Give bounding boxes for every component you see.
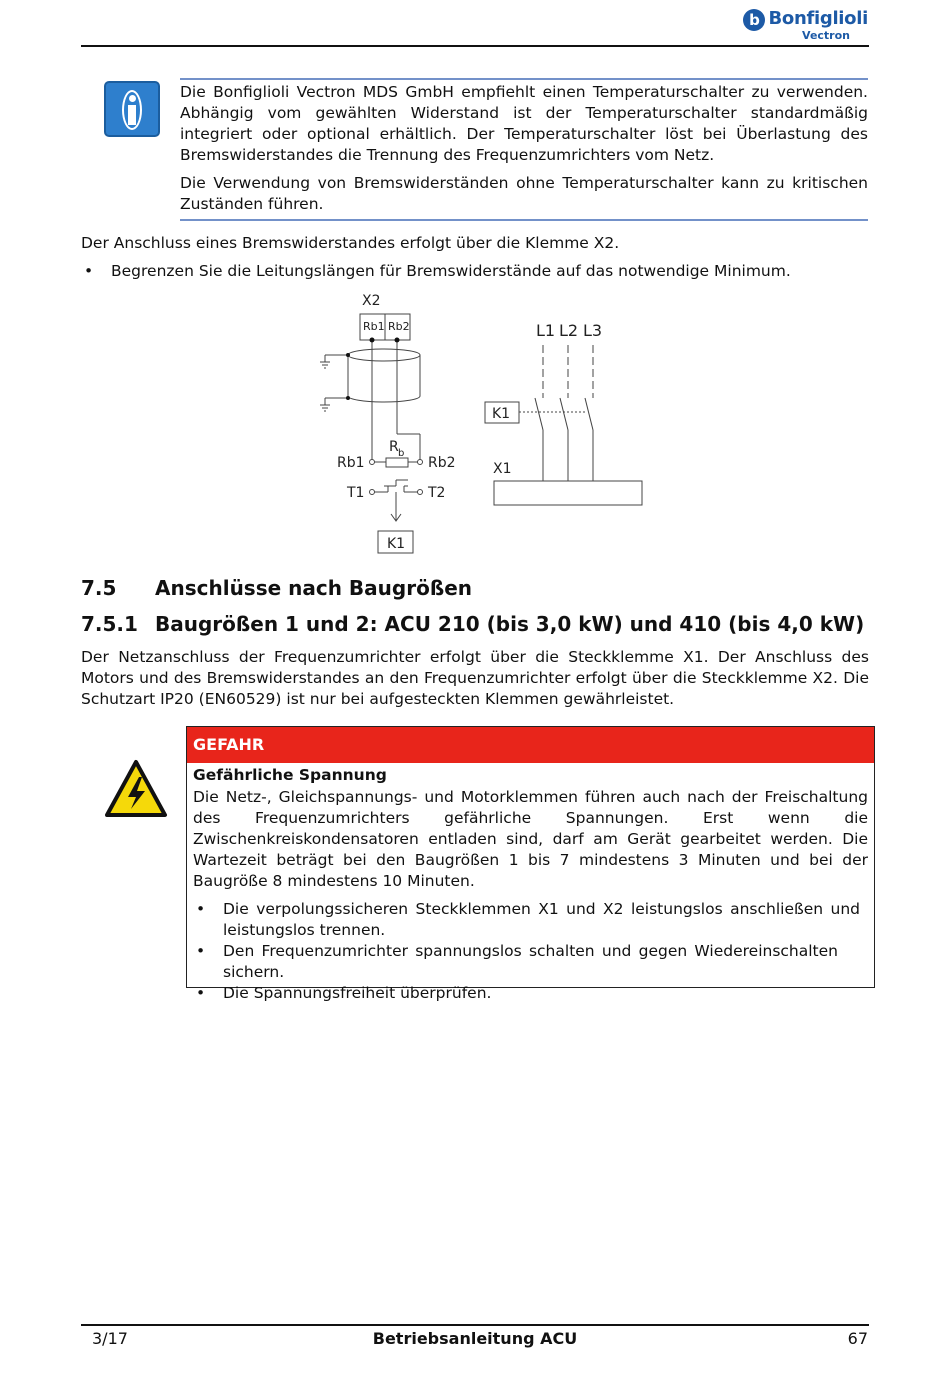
bullet-line-length: • Begrenzen Sie die Leitungslängen für Bremswiderstände auf das notwendige Minimum. <box>81 261 869 282</box>
footer-left: 3/17 <box>92 1329 128 1348</box>
danger-bullet-3: • Die Spannungsfreiheit überprüfen. <box>193 983 868 1004</box>
subsection-heading <box>81 612 869 638</box>
footer-title: Betriebsanleitung ACU <box>372 1329 578 1348</box>
label-rb-subscript: b <box>398 448 405 459</box>
label-t2: T2 <box>428 485 446 501</box>
info-rule-bottom <box>180 219 868 221</box>
label-rb2: Rb2 <box>428 455 456 471</box>
danger-title: Gefährliche Spannung <box>193 766 387 784</box>
intro-paragraph: Der Netzanschluss der Frequenzumrichter erfolgt über die Steckklemme X1. Der Anschluss des Motors und des Bremswiderstandes an den Frequenzumrichter erfolgt über die Steckklemme X2. Die Schutzart IP20 (EN60529) ist nur bei aufgesteckten Klemmen gewährleistet. <box>81 648 869 708</box>
info-paragraph-2: Die Verwendung von Bremswiderständen ohne Temperaturschalter kann zu kritischen Zuständen führen. <box>180 174 868 213</box>
danger-label: GEFAHR <box>193 735 265 754</box>
x1-terminal-block <box>494 481 642 505</box>
logo-subtitle: Vectron <box>802 29 850 42</box>
brake-resistor-wiring-diagram <box>0 285 950 560</box>
label-x1: X1 <box>493 461 512 477</box>
label-rb: R <box>389 439 399 455</box>
label-l2: L2 <box>559 321 579 340</box>
label-x2: X2 <box>362 293 381 309</box>
label-k1-relay: K1 <box>387 536 406 552</box>
section-number: 7.5 <box>81 576 117 600</box>
label-l1: L1 <box>536 321 556 340</box>
logo-icon: b <box>743 9 765 31</box>
footer-rule <box>81 1324 869 1326</box>
label-t1: T1 <box>347 485 365 501</box>
section-title: Anschlüsse nach Baugrößen <box>155 576 473 600</box>
danger-bullet-2: • Den Frequenzumrichter spannungslos schalten und gegen Wiedereinschalten sichern. <box>193 941 868 983</box>
page-number: 67 <box>847 1329 868 1348</box>
danger-header <box>187 727 874 763</box>
label-k1-contactor: K1 <box>492 406 511 422</box>
section-heading <box>81 576 869 602</box>
label-l3: L3 <box>583 321 603 340</box>
label-rb2-terminal: Rb2 <box>388 320 410 333</box>
logo-name: Bonfiglioli <box>768 8 868 29</box>
danger-text: Die Netz-, Gleichspannungs- und Motorklemmen führen auch nach der Freischaltung des Frequenzumrichters gefährliche Spannungen. Erst wenn die Zwischenkreiskondensatoren entladen sind, darf am Gerät gearbeitet werden. Die Wartezeit beträgt bei den Baugrößen 1 bis 7 mindestens 3 Minuten und bei der Baugröße 8 mindestens 10 Minuten. <box>193 788 868 890</box>
label-rb1: Rb1 <box>337 455 365 471</box>
info-icon <box>104 81 160 137</box>
subsection-title: Baugrößen 1 und 2: ACU 210 (bis 3,0 kW) und 410 (bis 4,0 kW) <box>155 612 865 636</box>
info-rule-top <box>180 78 868 80</box>
danger-bullet-1: • Die verpolungssicheren Steckklemmen X1 und X2 leistungslos anschließen und leistungslos trennen. <box>193 899 868 941</box>
subsection-number: 7.5.1 <box>81 612 138 636</box>
paragraph-x2: Der Anschluss eines Bremswiderstandes erfolgt über die Klemme X2. <box>81 234 620 252</box>
info-paragraph-1: Die Bonfiglioli Vectron MDS GmbH empfiehlt einen Temperaturschalter zu verwenden. Abhängig vom gewählten Widerstand ist der Temperaturschalter standardmäßig integriert oder optional erhältlich. Der Temperaturschalter löst bei Überlastung des Bremswiderstandes die Trennung des Frequenzumrichters vom Netz. <box>180 83 868 164</box>
danger-notice <box>186 726 875 1002</box>
label-rb1-terminal: Rb1 <box>363 320 385 333</box>
header-rule <box>81 45 869 47</box>
high-voltage-warning-icon <box>104 759 168 819</box>
brake-resistor <box>386 458 408 467</box>
company-logo <box>743 8 868 48</box>
